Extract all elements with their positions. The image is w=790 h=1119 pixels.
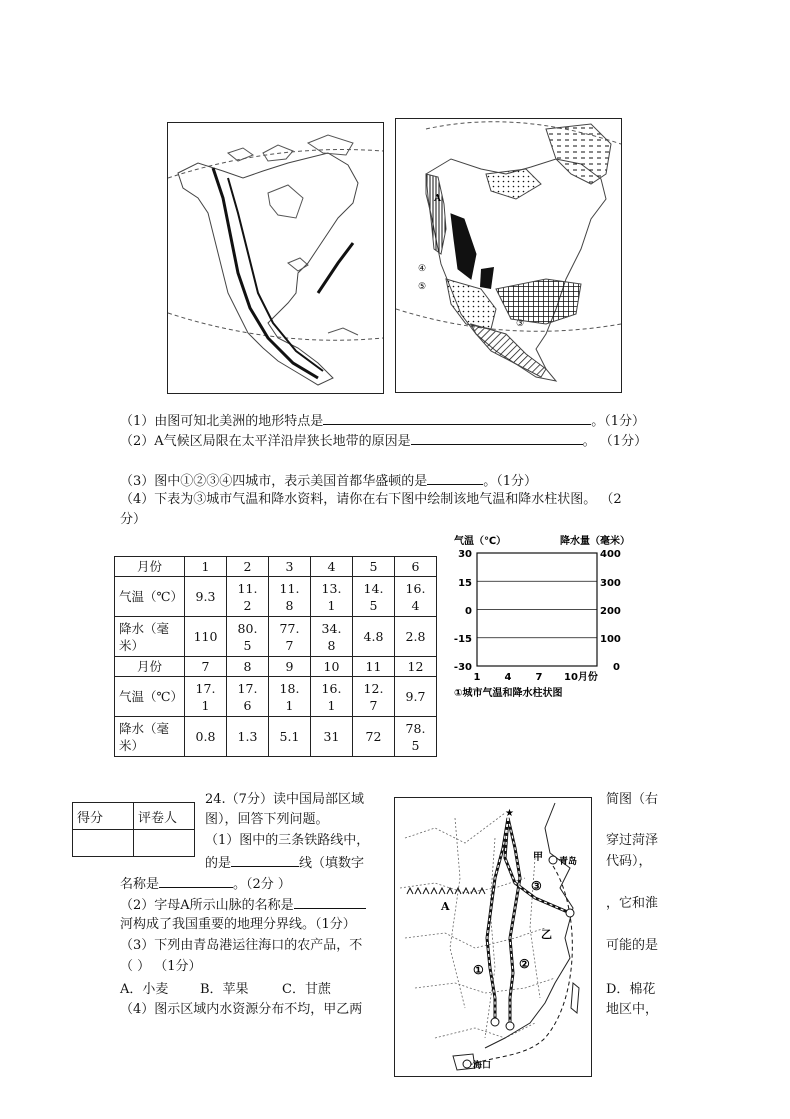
q24-line-8-right: 可能的是 xyxy=(606,938,659,953)
climate-chart-svg xyxy=(448,532,688,702)
chart-right-tick-400: 400 xyxy=(600,549,621,560)
terrain-map-drawing xyxy=(168,123,383,393)
grader-cell[interactable] xyxy=(134,830,195,857)
score-cell[interactable] xyxy=(73,830,134,857)
question-1: （1）由图可知北美洲的地形特点是 。（1分） xyxy=(120,410,645,432)
chart-left-axis-label: 气温（℃） xyxy=(454,536,507,547)
grader-label: 评卷人 xyxy=(134,803,195,830)
chart-title: ①城市气温和降水柱状图 xyxy=(454,688,563,699)
table-row-temp-a: 气温（℃） 9.3 11. 2 11. 8 13. 1 14. 5 16. 4 xyxy=(115,577,437,617)
score-label: 得分 xyxy=(73,803,134,830)
map-label-yi: 乙 xyxy=(541,928,552,941)
answer-blank-3[interactable] xyxy=(427,470,483,485)
q24-line-11-right: 地区中， xyxy=(606,1002,659,1017)
q24-line-8: （3）下列由青岛港运往海口的农产品，不 xyxy=(120,938,363,953)
railway-label-1: ① xyxy=(473,963,484,977)
question-4-line-2: 分） xyxy=(120,512,147,527)
map-label-haikou: 海口 xyxy=(473,1061,492,1071)
chart-left-tick-neg15: -15 xyxy=(453,634,472,645)
city-label-4: ④ xyxy=(418,264,427,274)
chart-right-tick-0: 0 xyxy=(613,662,620,673)
chart-x-tick-4: 4 xyxy=(504,672,512,683)
q24-line-4-left: 的是 线（填数字 xyxy=(205,852,364,874)
q24-line-6-right: ，它和淮 xyxy=(606,896,659,911)
railway-name-blank[interactable] xyxy=(159,873,233,888)
q24-option-a[interactable]: A．小麦 xyxy=(120,982,169,997)
question-3: （3）图中①②③④四城市，表示美国首都华盛顿的是 。（1分） xyxy=(120,470,537,492)
map-label-a: A xyxy=(441,900,450,913)
score-box xyxy=(72,802,195,857)
railway-label-2: ② xyxy=(519,957,530,971)
mountain-name-blank[interactable] xyxy=(294,894,366,909)
map-label-qingdao: 青岛 xyxy=(559,857,578,867)
answer-blank-1[interactable] xyxy=(323,410,591,425)
chart-right-tick-300: 300 xyxy=(600,578,621,589)
chart-x-tick-1: 1 xyxy=(473,672,481,683)
q24-line-2-left: 图），回答下列问题。 xyxy=(205,812,329,827)
chart-right-tick-200: 200 xyxy=(600,606,621,617)
table-row-months-a: 月份 1 2 3 4 5 6 xyxy=(115,557,437,577)
chart-left-tick-30: 30 xyxy=(458,549,472,560)
north-america-terrain-map xyxy=(167,122,384,394)
climate-label-a: A xyxy=(434,194,441,204)
chart-left-tick-neg30: -30 xyxy=(453,662,472,673)
chart-right-tick-100: 100 xyxy=(600,634,621,645)
q24-line-1-left: 24.（7分）读中国局部区域 xyxy=(205,792,364,807)
table-row-precip-b: 降水（毫 米） 0.8 1.3 5.1 31 72 78. 5 xyxy=(115,717,437,757)
q24-line-4-right: 代码）， xyxy=(606,854,652,869)
q24-line-6: （2）字母A所示山脉的名称是 xyxy=(120,894,366,916)
question-2: （2）A气候区局限在太平洋沿岸狭长地带的原因是 。 （1分） xyxy=(120,430,647,452)
capital-star-icon: ★ xyxy=(505,808,514,819)
chart-left-tick-15: 15 xyxy=(458,578,472,589)
q24-line-5: 名称是 。（2分 ） xyxy=(120,873,291,895)
chart-x-tick-10: 10月份 xyxy=(564,672,598,683)
climate-data-table xyxy=(114,556,437,757)
railway-label-3: ③ xyxy=(531,879,542,893)
chart-left-tick-0: 0 xyxy=(465,606,472,617)
q24-option-b[interactable]: B．苹果 xyxy=(200,982,249,997)
q24-line-3-right: 穿过菏泽 xyxy=(606,833,659,848)
china-map-drawing xyxy=(395,798,591,1076)
answer-blank-2[interactable] xyxy=(411,430,583,445)
railway-number-blank[interactable] xyxy=(231,852,299,867)
q24-option-d[interactable]: D．棉花 xyxy=(606,982,656,997)
city-label-5: ⑤ xyxy=(418,282,427,292)
city-label-3: ③ xyxy=(516,319,525,329)
climate-map-drawing xyxy=(396,119,621,392)
q24-option-c[interactable]: C．甘蔗 xyxy=(282,982,331,997)
climate-chart xyxy=(448,532,688,702)
q24-line-3-left: （1）图中的三条铁路线中， xyxy=(205,833,370,848)
q24-line-1-right: 简图（右 xyxy=(606,792,659,807)
q24-line-9: （ ） （1分） xyxy=(120,959,202,974)
map-label-jia: 甲 xyxy=(533,852,543,863)
table-row-precip-a: 降水（毫 米） 110 80. 5 77. 7 34. 8 4.8 2.8 xyxy=(115,617,437,657)
north-america-climate-map xyxy=(395,118,622,393)
chart-x-tick-7: 7 xyxy=(535,672,543,683)
chart-right-axis-label: 降水量（毫米） xyxy=(560,536,630,547)
q24-line-11: （4）图示区域内水资源分布不均，甲乙两 xyxy=(120,1002,363,1017)
q24-line-7: 河构成了我国重要的地理分界线。（1分） xyxy=(120,917,356,932)
table-row-temp-b: 气温（℃） 17. 1 17. 6 18. 1 16. 1 12. 7 9.7 xyxy=(115,677,437,717)
table-row-months-b: 月份 7 8 9 10 11 12 xyxy=(115,657,437,677)
china-region-map xyxy=(394,797,592,1077)
chart-gridlines xyxy=(477,581,597,638)
question-4-line-1: （4）下表为③城市气温和降水资料，请你在右下图中绘制该地气温和降水柱状图。 （2 xyxy=(120,492,622,507)
